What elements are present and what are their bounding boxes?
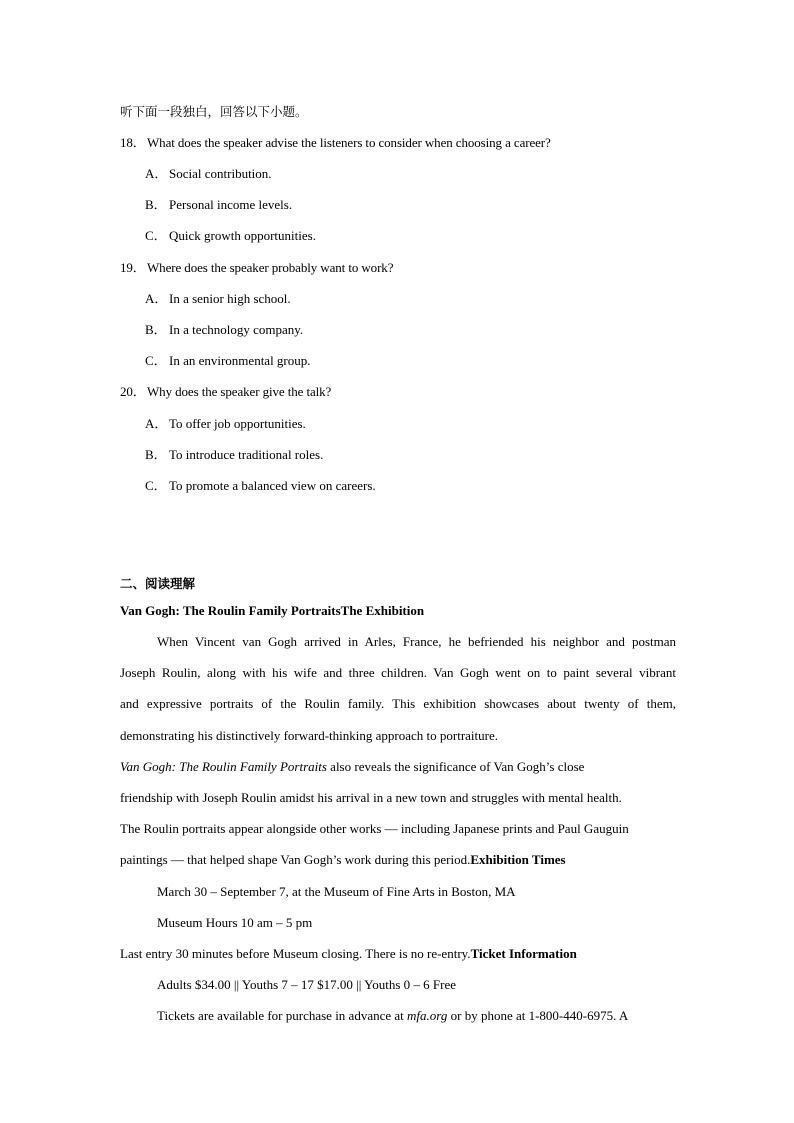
entry-note-line	[120, 945, 676, 963]
option-text: Quick growth opportunities.	[169, 228, 316, 243]
para2-text: also reveals the significance of Van Gogh’s close	[326, 759, 585, 774]
option-text: In an environmental group.	[169, 353, 311, 368]
option-19a	[145, 290, 676, 308]
option-text: To offer job opportunities.	[169, 416, 306, 431]
para2-line2: friendship with Joseph Roulin amidst his arrival in a new town and struggles with mental health.	[120, 790, 622, 805]
exhibition-times-heading: Exhibition Times	[470, 852, 566, 867]
option-text: Personal income levels.	[169, 197, 293, 212]
ticket-phone-text: or by phone at 1-800-440-6975. A	[447, 1008, 629, 1023]
museum-hours: Museum Hours 10 am – 5 pm	[157, 915, 313, 930]
ticket-purchase-line	[157, 1007, 676, 1025]
question-18	[120, 134, 676, 152]
option-letter: A．	[145, 416, 168, 431]
ticket-purchase-text: Tickets are available for purchase in advance at	[157, 1008, 408, 1023]
exhibition-title-italic: Van Gogh: The Roulin Family Portraits	[120, 759, 327, 774]
para2-line4	[120, 851, 676, 869]
question-number: 20．	[120, 384, 146, 399]
option-19b	[145, 321, 676, 339]
reading-section-heading: 二、阅读理解	[120, 576, 196, 591]
option-text: Social contribution.	[169, 166, 272, 181]
question-number: 19．	[120, 260, 146, 275]
entry-note: Last entry 30 minutes before Museum closing. There is no re-entry.	[120, 946, 471, 961]
para1-line2: Joseph Roulin, along with his wife and three children. Van Gogh went on to paint several vibrant	[120, 665, 676, 680]
para2-line3: The Roulin portraits appear alongside other works — including Japanese prints and Paul Gauguin	[120, 821, 629, 836]
option-18a	[145, 165, 676, 183]
option-text: To introduce traditional roles.	[169, 447, 324, 462]
question-number: 18．	[120, 135, 146, 150]
passage-title: Van Gogh: The Roulin Family PortraitsThe Exhibition	[120, 603, 425, 618]
question-text: Where does the speaker probably want to work?	[147, 260, 394, 275]
option-letter: A．	[145, 291, 168, 306]
option-letter: B．	[145, 322, 167, 337]
listening-instruction: 听下面一段独白，回答以下小题。	[120, 104, 308, 119]
option-letter: C．	[145, 478, 167, 493]
option-text: In a senior high school.	[169, 291, 291, 306]
option-text: In a technology company.	[169, 322, 304, 337]
para1-line3: and expressive portraits of the Roulin family. This exhibition showcases about twenty of them,	[120, 696, 676, 711]
option-letter: A．	[145, 166, 168, 181]
option-letter: B．	[145, 197, 167, 212]
option-letter: C．	[145, 228, 167, 243]
option-20a	[145, 415, 676, 433]
para1-line4: demonstrating his distinctively forward-thinking approach to portraiture.	[120, 728, 498, 743]
ticket-info-heading: Ticket Information	[470, 946, 577, 961]
para2-line1	[120, 758, 676, 776]
option-19c	[145, 352, 676, 370]
question-text: Why does the speaker give the talk?	[147, 384, 332, 399]
question-20	[120, 383, 676, 401]
option-20b	[145, 446, 676, 464]
para1-line1: When Vincent van Gogh arrived in Arles, France, he befriended his neighbor and postman	[157, 634, 676, 649]
option-letter: C．	[145, 353, 167, 368]
option-18c	[145, 227, 676, 245]
para2-text: paintings — that helped shape Van Gogh’s work during this period.	[120, 852, 471, 867]
option-18b	[145, 196, 676, 214]
exhibition-dates: March 30 – September 7, at the Museum of Fine Arts in Boston, MA	[157, 884, 516, 899]
ticket-prices: Adults $34.00 || Youths 7 – 17 $17.00 || Youths 0 – 6 Free	[157, 977, 456, 992]
question-19	[120, 259, 676, 277]
option-20c	[145, 477, 676, 495]
option-text: To promote a balanced view on careers.	[169, 478, 376, 493]
website-link[interactable]: mfa.org	[407, 1008, 448, 1023]
option-letter: B．	[145, 447, 167, 462]
question-text: What does the speaker advise the listeners to consider when choosing a career?	[147, 135, 551, 150]
